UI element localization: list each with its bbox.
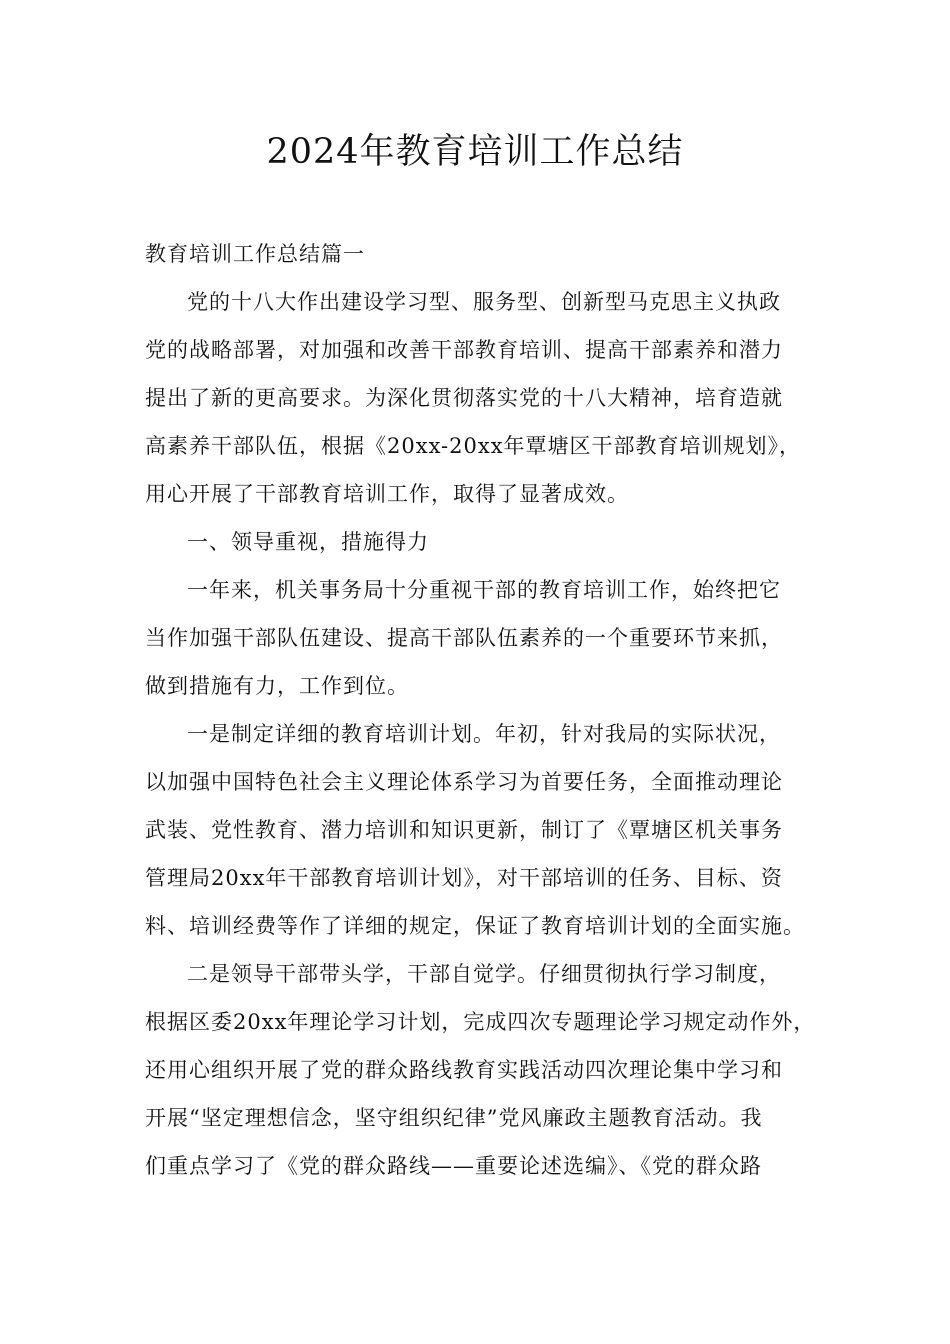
document-title: 2024年教育培训工作总结: [266, 132, 684, 172]
text-line: 一是制定详细的教育培训计划。年初，针对我局的实际状况，: [187, 722, 781, 746]
text-line: 还用心组织开展了党的群众路线教育实践活动四次理论集中学习和: [145, 1058, 783, 1082]
text-line: 根据区委20xx年理论学习计划，完成四次专题理论学习规定动作外，: [145, 1010, 816, 1034]
text-line: 做到措施有力，工作到位。: [145, 674, 409, 698]
text-line: 一年来，机关事务局十分重视干部的教育培训工作，始终把它: [187, 578, 781, 602]
text-line: 用心开展了干部教育培训工作，取得了显著成效。: [145, 482, 629, 506]
text-line: 管理局20xx年干部教育培训计划》，对干部培训的任务、目标、资: [145, 866, 783, 890]
text-line: 料、培训经费等作了详细的规定，保证了教育培训计划的全面实施。: [145, 914, 805, 938]
paragraph-intro: [145, 278, 820, 518]
text-line: 党的十八大作出建设学习型、服务型、创新型马克思主义执政: [187, 290, 781, 314]
text-line: 们重点学习了《党的群众路线——重要论述选编》、《党的群众路: [145, 1154, 762, 1178]
paragraph-training-plan: [145, 710, 820, 950]
text-line: 以加强中国特色社会主义理论体系学习为首要任务，全面推动理论: [145, 770, 783, 794]
text-line: 一、领导重视，措施得力: [187, 530, 429, 554]
text-line: 提出了新的更高要求。为深化贯彻落实党的十八大精神，培育造就: [145, 386, 783, 410]
subheading-leadership: [145, 518, 820, 566]
text-line: 当作加强干部队伍建设、提高干部队伍素养的一个重要环节来抓，: [145, 626, 783, 650]
text-line: 二是领导干部带头学，干部自觉学。仔细贯彻执行学习制度，: [187, 962, 781, 986]
text-line: 高素养干部队伍，根据《20xx-20xx年覃塘区干部教育培训规划》，: [145, 434, 802, 458]
paragraph-leaders-study: [145, 950, 820, 1190]
paragraph-leadership: [145, 566, 820, 710]
text-line: 开展“坚定理想信念，坚守组织纪律”党风廉政主题教育活动。我: [145, 1106, 763, 1130]
document-body: [145, 230, 820, 1190]
section-heading: 教育培训工作总结篇一: [145, 242, 365, 266]
text-line: 武装、党性教育、潜力培训和知识更新，制订了《覃塘区机关事务: [145, 818, 783, 842]
text-line: 党的战略部署，对加强和改善干部教育培训、提高干部素养和潜力: [145, 338, 783, 362]
